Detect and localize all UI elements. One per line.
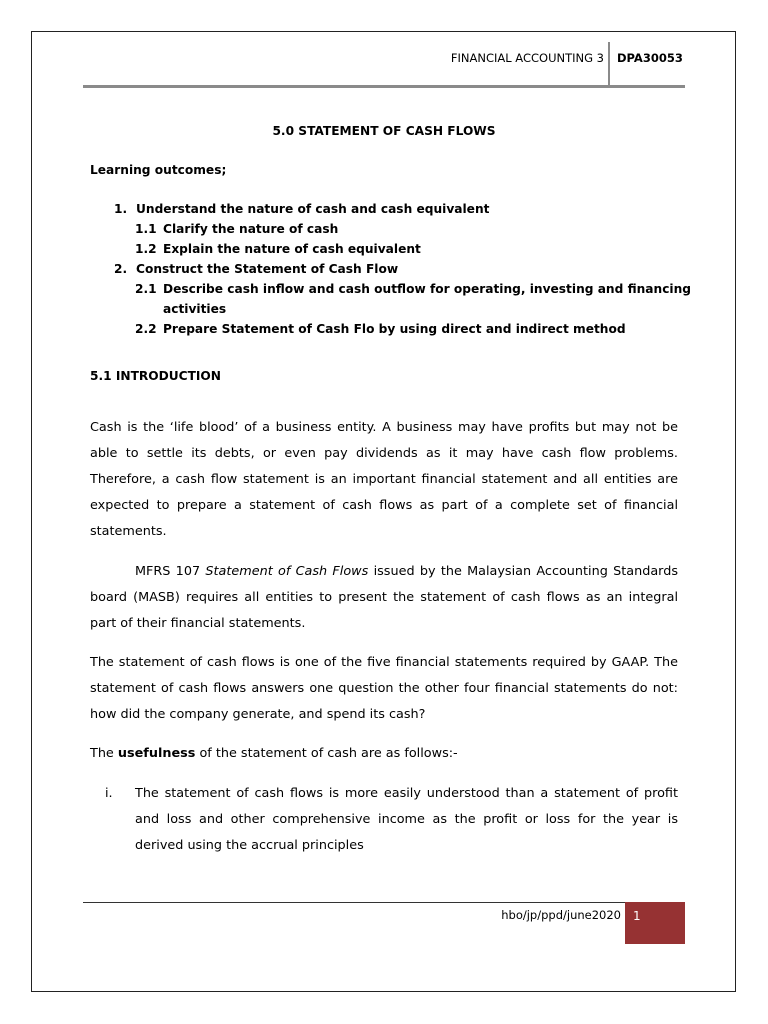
outcome-number: 2.1 bbox=[135, 282, 157, 296]
outcome-number: 1.1 bbox=[135, 222, 157, 236]
outcome-text: Prepare Statement of Cash Flo by using direct and indirect method bbox=[163, 322, 626, 336]
outcome-text: Construct the Statement of Cash Flow bbox=[136, 262, 399, 276]
intro-paragraph-3: The statement of cash flows is one of the five financial statements required by GAAP. The statement of cash flows answers one question the other four financial statements do not: how did the company generate, and spend its cash? bbox=[90, 655, 678, 722]
standard-title: Statement of Cash Flows bbox=[205, 564, 369, 579]
outcome-text: Explain the nature of cash equivalent bbox=[163, 242, 421, 256]
outcome-text: Clarify the nature of cash bbox=[163, 222, 339, 236]
usefulness-pre: The bbox=[90, 746, 118, 761]
learning-outcomes-heading: Learning outcomes; bbox=[90, 163, 227, 177]
page-number-box bbox=[625, 902, 685, 944]
page-number: 1 bbox=[633, 909, 641, 923]
footer-divider bbox=[83, 902, 685, 903]
outcome-number: 2.2 bbox=[135, 322, 157, 336]
intro-paragraph-2 bbox=[90, 559, 678, 637]
document-title: 5.0 STATEMENT OF CASH FLOWS bbox=[272, 124, 496, 138]
page-header bbox=[83, 42, 685, 88]
header-course-code: DPA30053 bbox=[617, 51, 683, 65]
outcome-text: Understand the nature of cash and cash equivalent bbox=[136, 202, 490, 216]
outcome-number: 1. bbox=[114, 202, 128, 216]
outcome-number: 1.2 bbox=[135, 242, 157, 256]
intro-paragraph-1: Cash is the ‘life blood’ of a business entity. A business may have profits but may not be able to settle its debts, or even pay dividends as it may have cash flow problems. Therefore, a cash flow statement is an important financial statement and all entities are expected to prepare a statement of cash flows as part of a complete set of financial statements. bbox=[90, 420, 678, 539]
para2-start: MFRS 107 bbox=[135, 564, 206, 579]
introduction-heading: 5.1 INTRODUCTION bbox=[90, 369, 221, 383]
header-divider bbox=[608, 42, 610, 86]
list-text: The statement of cash flows is more easily understood than a statement of profit and loss and other comprehensive income as the profit or loss for the year is derived using the accrual principles bbox=[135, 786, 678, 853]
para2-end: issued by the Malaysian Accounting Standards board (MASB) requires all entities to present the statement of cash flows as an integral part of their financial statements. bbox=[90, 564, 678, 631]
usefulness-keyword: usefulness bbox=[117, 746, 196, 761]
outcome-text: Describe cash inflow and cash outflow for operating, investing and financing bbox=[163, 282, 691, 296]
footer-reference: hbo/jp/ppd/june2020 bbox=[501, 908, 621, 922]
usefulness-post: of the statement of cash are as follows:- bbox=[195, 746, 458, 761]
usefulness-intro bbox=[90, 741, 678, 767]
outcome-number: 2. bbox=[114, 262, 128, 276]
outcome-text: activities bbox=[163, 302, 227, 316]
header-course-title: FINANCIAL ACCOUNTING 3 bbox=[450, 51, 604, 65]
list-marker: i. bbox=[105, 786, 113, 801]
